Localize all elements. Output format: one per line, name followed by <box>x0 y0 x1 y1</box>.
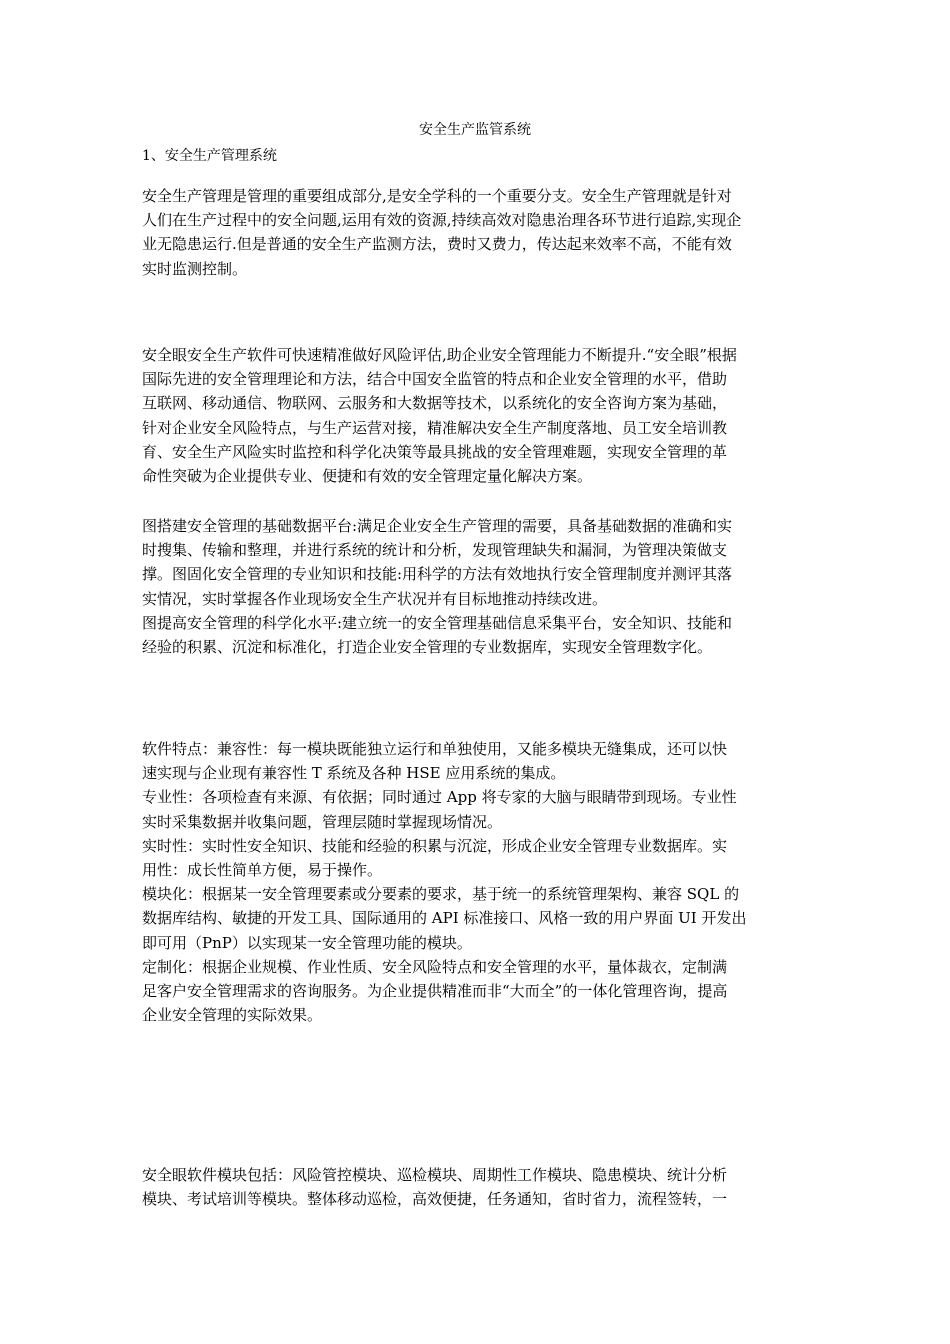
paragraph-modules <box>142 1163 817 1211</box>
text-line: 足客户安全管理需求的咨询服务。为企业提供精准而非“大而全”的一体化管理咨询，提高 <box>142 982 728 1001</box>
text-line: 模块化：根据某一安全管理要素或分要素的要求，基于统一的系统管理架构、兼容 SQL 的 <box>142 885 740 904</box>
text-line: 针对企业安全风险特点，与生产运营对接，精准解决安全生产制度落地、员工安全培训教 <box>142 418 728 437</box>
text-line: 实时采集数据并收集问题，管理层随时掌握现场情况。 <box>142 812 503 831</box>
text-line: 实情况，实时掌握各作业现场安全生产状况并有目标地推动持续改进。 <box>142 589 608 608</box>
text-line: 企业安全管理的实际效果。 <box>142 1006 323 1025</box>
text-line: 定制化：根据企业规模、作业性质、安全风险特点和安全管理的水平，量体裁衣，定制满 <box>142 957 728 976</box>
text-line: 时搜集、传输和整理，并进行系统的统计和分析，发现管理缺失和漏洞，为管理决策做支 <box>142 541 728 560</box>
text-line: 业无隐患运行.但是普通的安全生产监测方法，费时又费力，传达起来效率不高，不能有效 <box>142 235 732 254</box>
text-line: 经验的积累、沉淀和标准化，打造企业安全管理的专业数据库，实现安全管理数字化。 <box>142 638 713 657</box>
text-line: 软件特点：兼容性：每一模块既能独立运行和单独使用，又能多模块无缝集成，还可以快 <box>142 740 728 758</box>
text-line: 命性突破为企业提供专业、便捷和有效的安全管理定量化解决方案。 <box>142 467 593 486</box>
text-line: 互联网、移动通信、物联网、云服务和大数据等技术，以系统化的安全咨询方案为基础， <box>142 394 728 413</box>
paragraph-features <box>142 737 817 1027</box>
document-title: 安全生产监管系统 <box>419 122 531 138</box>
text-line: 图提高安全管理的科学化水平:建立统一的安全管理基础信息采集平台，安全知识、技能和 <box>142 613 733 632</box>
text-line: 即可用（PnP）以实现某一安全管理功能的模块。 <box>142 933 472 952</box>
text-line: 育、安全生产风险实时监控和科学化决策等最具挑战的安全管理难题，实现安全管理的革 <box>142 442 728 461</box>
text-line: 模块、考试培训等模块。整体移动巡检，高效便捷，任务通知，省时省力，流程签转，一 <box>142 1190 728 1209</box>
text-line: 撑。图固化安全管理的专业知识和技能:用科学的方法有效地执行安全管理制度并测评其落 <box>142 565 733 584</box>
section-heading: 1、安全生产管理系统 <box>142 148 277 164</box>
text-line: 安全生产管理是管理的重要组成部分,是安全学科的一个重要分支。安全生产管理就是针对 <box>142 187 732 205</box>
text-line: 图搭建安全管理的基础数据平台:满足企业安全生产管理的需要，具备基础数据的准确和实 <box>142 517 733 535</box>
text-line: 安全眼软件模块包括：风险管控模块、巡检模块、周期性工作模块、隐患模块、统计分析 <box>142 1166 728 1184</box>
text-line: 国际先进的安全管理理论和方法，结合中国安全监管的特点和企业安全管理的水平，借助 <box>142 370 728 389</box>
text-line: 实时监测控制。 <box>142 259 248 278</box>
text-line: 专业性：各项检查有来源、有依据；同时通过 App 将专家的大脑与眼睛带到现场。专业性 <box>142 788 737 807</box>
text-line: 用性：成长性简单方便，易于操作。 <box>142 861 383 880</box>
text-line: 人们在生产过程中的安全问题,运用有效的资源,持续高效对隐患治理各环节进行追踪,实现企 <box>142 211 742 230</box>
text-line: 速实现与企业现有兼容性 T 系统及各种 HSE 应用系统的集成。 <box>142 764 566 783</box>
text-line: 实时性：实时性安全知识、技能和经验的积累与沉淀，形成企业安全管理专业数据库。实 <box>142 836 728 855</box>
paragraph-product <box>142 343 817 488</box>
paragraph-platform <box>142 514 817 659</box>
text-line: 安全眼安全生产软件可快速精准做好风险评估,助企业安全管理能力不断提升.“安全眼”根据 <box>142 346 737 364</box>
text-line: 数据库结构、敏捷的开发工具、国际通用的 API 标准接口、风格一致的用户界面 UI 开发出 <box>142 909 747 928</box>
paragraph-intro <box>142 184 817 281</box>
